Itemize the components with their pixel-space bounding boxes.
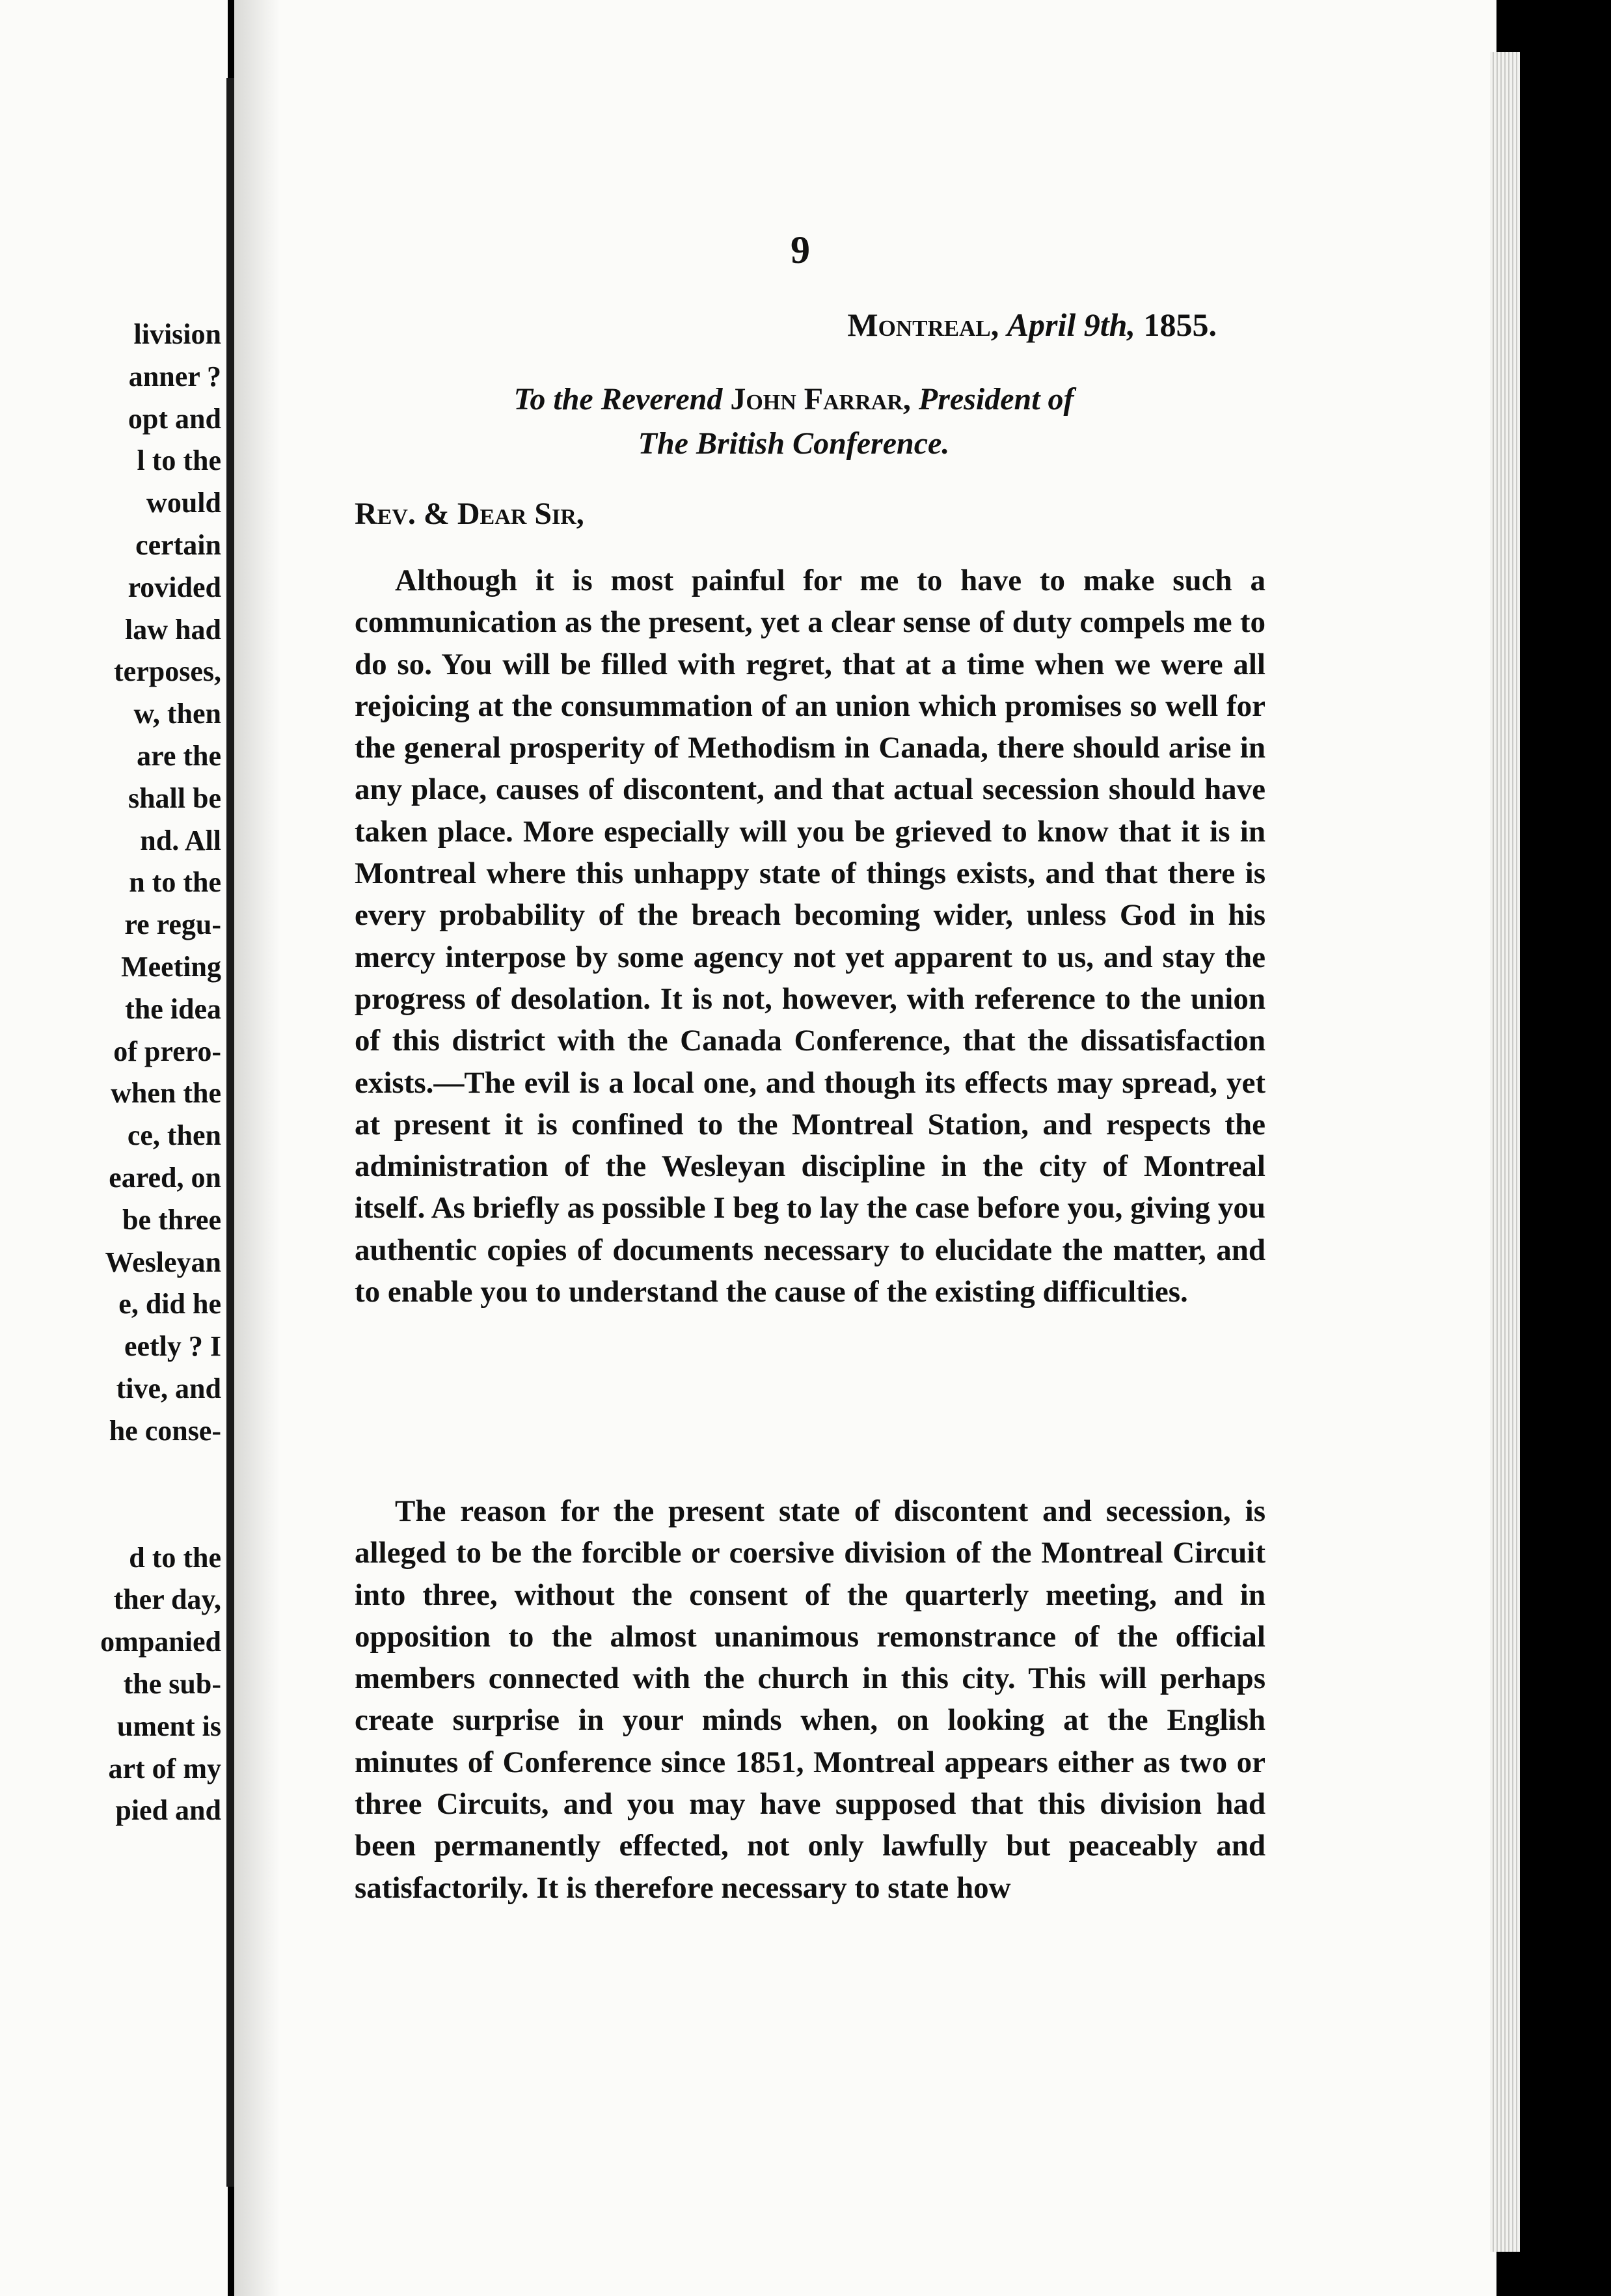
left-line: pied and xyxy=(115,1794,221,1827)
left-line: of prero- xyxy=(113,1035,221,1067)
left-line: d to the xyxy=(129,1541,221,1574)
left-line: art of my xyxy=(108,1752,221,1784)
addressee-name: John Farrar, xyxy=(730,382,911,417)
left-line: nd. All xyxy=(140,824,221,856)
addressee-line-1 xyxy=(364,377,1223,422)
left-facing-page xyxy=(0,0,228,2296)
book-gutter xyxy=(226,78,234,2187)
left-line: n to the xyxy=(129,866,221,899)
left-line: certain xyxy=(135,528,221,561)
left-line: ther day, xyxy=(113,1583,221,1616)
left-line: eared, on xyxy=(109,1161,221,1194)
left-line: when the xyxy=(111,1077,221,1110)
left-line: ce, then xyxy=(127,1119,221,1152)
left-line: shall be xyxy=(128,782,221,814)
left-line: Meeting xyxy=(121,950,221,983)
salutation: Rev. & Dear Sir, xyxy=(355,497,584,531)
left-line: anner ? xyxy=(128,360,221,392)
left-line-gap xyxy=(0,1453,221,1537)
left-line: tive, and xyxy=(116,1372,221,1404)
left-line: ument is xyxy=(116,1710,221,1742)
dateline-place: Montreal, xyxy=(847,307,999,343)
addressee-title: President of xyxy=(918,382,1074,417)
body-paragraph: Although it is most painful for me to have to make such a communication as the present, yet a clear sense of duty compels me to do so. You will be filled with regret, that at a time when we were all rejoicing at the consummation of an union which promises so well for the general prosperity of Methodism in Canada, there should arise in any place, causes of discontent, and that actual secession should have taken place. More especially will you be grieved to know that it is in Montreal where this unhappy state of things exists, and that there is every probability of the breach becoming wider, unless God in his mercy interpose by some agency not yet apparent to us, and stay the progress of desolation. It is not, however, with reference to the union of this district with the Canada Conference, that the dissatisfaction exists.—The evil is a local one, and though its effects may spread, yet at present it is confined to the Montreal Station, and respects the administration of the Wesleyan discipline in the city of Montreal itself. As briefly as possible I beg to lay the case before you, giving you authentic copies of documents necessary to elucidate the matter, and to enable you to understand the cause of the existing difficulties. xyxy=(355,564,1266,1309)
left-line: w, then xyxy=(133,698,221,730)
gutter-shadow xyxy=(234,0,280,2296)
left-line: l to the xyxy=(137,444,221,477)
left-line: the sub- xyxy=(123,1667,221,1700)
addressee xyxy=(364,377,1223,466)
dateline-year: 1855. xyxy=(1143,307,1217,343)
left-line: be three xyxy=(122,1203,221,1236)
addressee-line-2: The British Conference. xyxy=(638,426,950,461)
left-line: ompanied xyxy=(100,1626,221,1658)
left-line: the idea xyxy=(125,992,221,1025)
dateline xyxy=(716,306,1217,344)
background-edge xyxy=(1520,0,1611,2296)
left-line: opt and xyxy=(128,402,221,435)
page-edges xyxy=(1490,52,1520,2252)
left-line: terposes, xyxy=(114,655,221,688)
left-line: he conse- xyxy=(109,1414,221,1447)
left-line: would xyxy=(146,487,221,519)
left-line: are the xyxy=(137,739,221,772)
left-line: law had xyxy=(125,613,221,646)
left-line: rovided xyxy=(128,571,221,603)
addressee-prefix: To the Reverend xyxy=(513,382,723,417)
left-line: re regu- xyxy=(124,909,221,941)
left-line: Wesleyan xyxy=(105,1246,221,1278)
left-line: e, did he xyxy=(118,1288,221,1320)
left-line: livision xyxy=(133,318,221,350)
left-page-text-fragments xyxy=(0,314,221,1832)
dateline-date: April 9th, xyxy=(1007,307,1135,343)
left-line: eetly ? I xyxy=(124,1330,221,1363)
page-number: 9 xyxy=(791,228,810,271)
body-paragraph: The reason for the present state of discontent and secession, is alleged to be the forcible or coersive division of the Montreal Circuit into three, without the consent of the quarterly meeting, and in opposition to the almost unanimous remonstrance of the official members connected with the church in this city. This will perhaps create surprise in your minds when, on looking at the English minutes of Conference since 1851, Montreal appears either as two or three Circuits, and you may have supposed that this division had been permanently effected, not only lawfully but peaceably and satisfactorily. It is therefore necessary to state how xyxy=(355,1494,1266,1905)
